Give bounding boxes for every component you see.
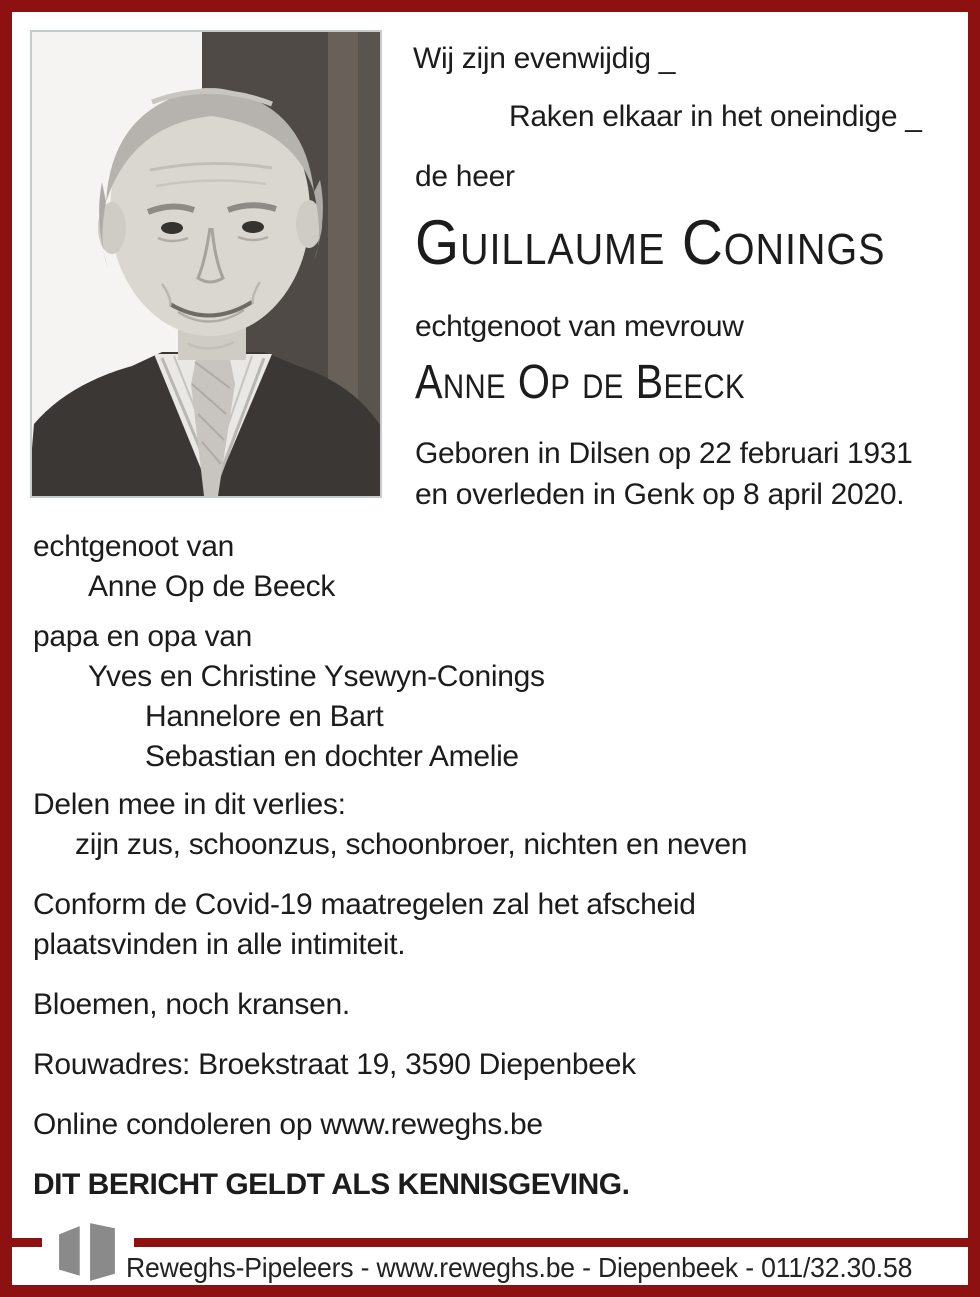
spouse-name-large [415, 356, 799, 409]
funeral-home-logo [42, 1218, 134, 1286]
footer-contact-line [126, 1252, 954, 1284]
spouse-label: echtgenoot van [33, 530, 234, 563]
portrait-image [32, 32, 380, 496]
epigraph-line-1: Wij zijn evenwijdig _ [413, 42, 676, 75]
spouse-name-text: Anne Op de Beeck [415, 356, 745, 409]
mourners-label: Delen mee in dit verlies: [33, 788, 346, 821]
deceased-name-text: Guillaume Conings [415, 208, 886, 278]
footer-contact-text: Reweghs-Pipeleers - www.reweghs.be - Diepenbeek - 011/32.30.58 [126, 1252, 913, 1283]
birth-line: Geboren in Dilsen op 22 februari 1931 [415, 437, 913, 470]
spouse-intro: echtgenoot van mevrouw [415, 310, 744, 343]
deceased-name [415, 208, 938, 278]
salutation: de heer [415, 160, 515, 193]
mourners-line: zijn zus, schoonzus, schoonbroer, nichten en neven [75, 828, 748, 861]
open-book-logo-icon [54, 1221, 122, 1283]
portrait-photo [30, 30, 382, 498]
death-line: en overleden in Genk op 8 april 2020. [415, 478, 905, 511]
notification-line: DIT BERICHT GELDT ALS KENNISGEVING. [33, 1168, 630, 1201]
flowers-notice: Bloemen, noch kransen. [33, 988, 350, 1021]
child-line-2: Hannelore en Bart [145, 700, 384, 733]
children-label: papa en opa van [33, 620, 253, 653]
covid-notice-line-1: Conform de Covid-19 maatregelen zal het afscheid [33, 888, 696, 921]
condolence-line: Online condoleren op www.reweghs.be [33, 1108, 543, 1141]
footer-red-rule [12, 1238, 968, 1247]
epigraph-line-2: Raken elkaar in het oneindige _ [509, 100, 922, 133]
covid-notice-line-2: plaatsvinden in alle intimiteit. [33, 928, 406, 961]
child-line-1: Yves en Christine Ysewyn-Conings [88, 660, 545, 693]
mourning-address: Rouwadres: Broekstraat 19, 3590 Diepenbeek [33, 1048, 636, 1081]
child-line-3: Sebastian en dochter Amelie [145, 740, 519, 773]
spouse-name-small: Anne Op de Beeck [88, 570, 336, 603]
